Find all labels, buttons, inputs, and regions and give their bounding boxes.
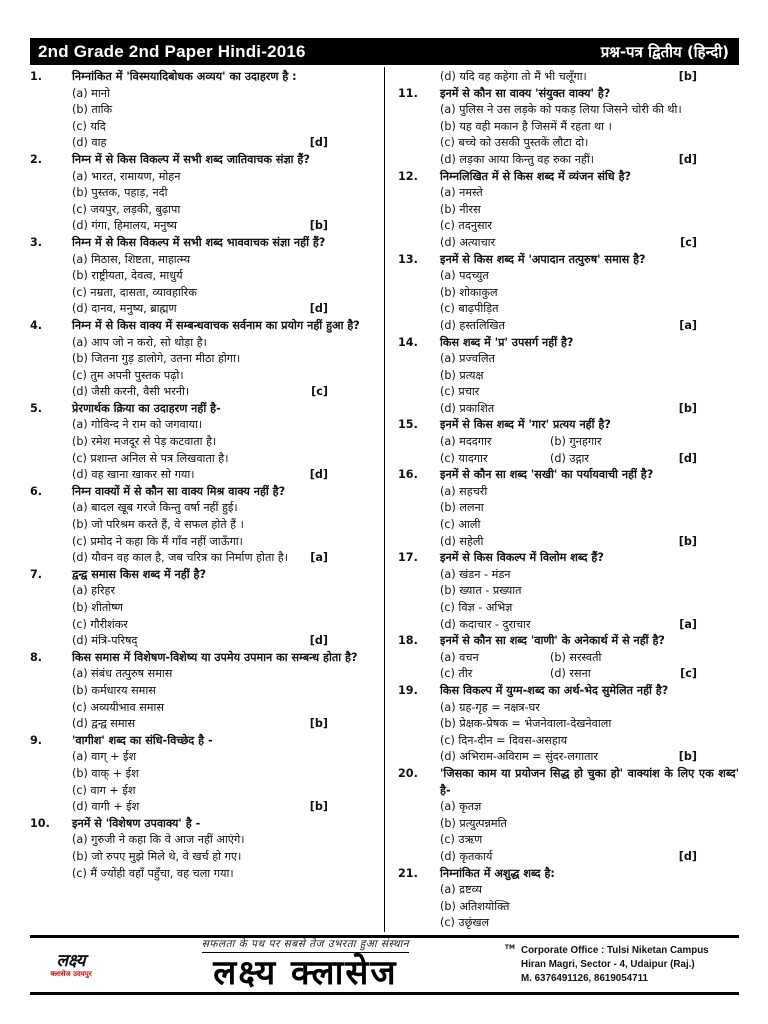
- question-17: [398, 550, 739, 633]
- option: (d) गंगा, हिमालय, मनुष्य [b]: [30, 218, 370, 235]
- option: (a) ग्रह-गृह = नक्षत्र-घर: [440, 700, 540, 714]
- question-21: [398, 866, 739, 932]
- question-number: 4.: [30, 318, 43, 332]
- question-text: निम्नांकित में 'विस्मयादिबोधक अव्यय' का उदाहरण है :: [72, 70, 297, 83]
- option: (b) यह वही मकान है जिसमें मैं रहता था ।: [440, 119, 612, 133]
- question-text: 'जिसका काम या प्रयोजन सिद्ध हो चुका हो' वाक्यांश के लिए एक शब्द' है-: [440, 766, 739, 797]
- option: (c) जयपुर, लड़की, बुढ़ापा: [72, 202, 181, 216]
- option: (a) पदच्युत: [440, 269, 489, 283]
- option: (a) मिठास, शिष्टता, माहात्म्य: [72, 252, 191, 266]
- question-1: [30, 69, 370, 152]
- question-number: 12.: [398, 169, 418, 183]
- option: (c) विज्ञ - अभिज्ञ: [440, 601, 513, 614]
- answer-key: [b]: [309, 219, 328, 233]
- option: (d) यदि वह कहेगा तो मैं भी चलूँगा। [b]: [398, 69, 739, 86]
- option: (d) द्वन्द्व समास [b]: [30, 716, 370, 733]
- question-text: 'वागीश' शब्द का संधि-विच्छेद है -: [72, 733, 213, 747]
- question-text: इनमें से किस शब्द में 'गार' प्रत्यय नहीं है?: [440, 418, 611, 432]
- answer-key: [b]: [678, 401, 697, 415]
- question-text: इनमें से किस शब्द में 'अपादान तत्पुरुष' समास है?: [440, 252, 646, 266]
- option: (c) प्रमोद ने कहा कि मैं गाँव नहीं जाऊँगा।: [72, 534, 243, 548]
- option: (b) प्रत्युत्पन्नमति: [440, 816, 507, 830]
- answer-key: [d]: [678, 451, 697, 465]
- option: (b) नीरस: [440, 202, 481, 216]
- question-2: [30, 152, 370, 235]
- paper-title: 2nd Grade 2nd Paper Hindi-2016: [38, 41, 306, 61]
- question-text: निम्न में से किस विकल्प में सभी शब्द भाववाचक संज्ञा नहीं हैं?: [72, 235, 326, 249]
- question-number: 6.: [30, 484, 43, 498]
- question-15: 15. इनमें से किस शब्द में 'गार' प्रत्यय नहीं है? (a) मददगार (b) गुनहगार (c) यादगार (d) उद्गार [d]: [398, 417, 739, 467]
- question-7: [30, 567, 370, 650]
- question-number: 19.: [398, 683, 418, 697]
- option: (b) जो परिश्रम करते हैं, वे सफल होते हैं ।: [72, 518, 244, 532]
- question-8: [30, 650, 370, 733]
- brand-block: [106, 937, 505, 993]
- institute-footer: [30, 935, 739, 995]
- option: (a) बादल खूब गरजे किन्तु वर्षा नहीं हुई।: [72, 501, 238, 515]
- question-number: 16.: [398, 468, 418, 482]
- option: (a) भारत, रामायण, मोहन: [72, 169, 181, 183]
- option: (d) हस्तलिखित [a]: [398, 318, 739, 335]
- option: (b) रमेश मजदूर से पेड़ कटवाता है।: [72, 435, 217, 449]
- option: (b) वाक् + ईश: [72, 766, 139, 780]
- question-text: इनमें से कौन सा वाक्य 'संयुक्त वाक्य' है?: [440, 86, 611, 100]
- option: (c) तदनुसार: [440, 219, 492, 233]
- question-number: 5.: [30, 401, 43, 415]
- answer-key: [c]: [311, 385, 328, 399]
- contact-info: Corporate Office : Tulsi Niketan Campus Hiran Magri, Sector - 4, Udaipur (Raj.) M. 6376491126, 8619054711: [521, 945, 709, 984]
- answer-key: [a]: [679, 617, 697, 631]
- answer-key: [d]: [309, 468, 328, 482]
- option: (a) नमस्ते: [440, 186, 483, 200]
- left-column: [30, 69, 370, 882]
- option: (a) आप जो न करो, सो थोड़ा है।: [72, 335, 207, 349]
- option: (c) यदि: [72, 119, 106, 133]
- option: (b) राष्ट्रीयता, देवत्व, माधुर्य: [72, 269, 183, 283]
- option-row: (a) मददगार (b) गुनहगार: [440, 435, 602, 449]
- question-19: [398, 683, 739, 766]
- question-number: 8.: [30, 650, 43, 664]
- option: (a) संबंध तत्पुरुष समास: [72, 667, 173, 681]
- answer-key: [d]: [309, 302, 328, 316]
- question-text: प्रेरणार्थक क्रिया का उदाहरण नहीं है-: [72, 401, 221, 415]
- question-number: 1.: [30, 70, 43, 83]
- answer-key: [b]: [309, 800, 328, 814]
- option: (d) प्रकाशित [b]: [398, 401, 739, 418]
- trademark-mark: TM: [504, 944, 515, 951]
- brand-name: लक्ष्य क्लासेज: [213, 953, 398, 993]
- question-text: इनमें से 'विशेषण उपवाक्य' है -: [72, 816, 201, 830]
- answer-key: [b]: [309, 717, 328, 731]
- option: (d) सहेली [b]: [398, 534, 739, 551]
- option: (c) नम्रता, दासता, व्यावहारिक: [72, 285, 197, 299]
- question-16: [398, 467, 739, 550]
- question-number: 9.: [30, 733, 43, 747]
- question-text: इनमें से कौन सा शब्द 'वाणी' के अनेकार्थ में से नहीं है?: [440, 634, 665, 648]
- question-number: 3.: [30, 235, 43, 249]
- question-number: 17.: [398, 551, 418, 565]
- option: (d) दानव, मनुष्य, ब्राह्मण [d]: [30, 301, 370, 318]
- question-20: [398, 766, 739, 866]
- option: (a) द्रष्टव्य: [440, 883, 482, 897]
- question-text: निम्नांकित में अशुद्ध शब्द है:: [440, 866, 555, 880]
- option: (c) मैं ज्योंही वहाँ पहुँचा, वह चला गया।: [72, 866, 234, 880]
- question-text: निम्न में से किस वाक्य में सम्बन्धवाचक सर्वनाम का प्रयोग नहीं हुआ है?: [72, 318, 360, 332]
- option: (c) प्रचार: [440, 385, 480, 399]
- option: (c) उछृंखल: [440, 916, 490, 930]
- question-10-continued: [398, 69, 739, 86]
- question-number: 10.: [30, 816, 50, 830]
- question-14: [398, 335, 739, 418]
- institute-logo: लक्ष्य क्लासेज उदयपुर: [50, 950, 92, 978]
- tagline: सफलता के पथ पर सबसे तेज उभरता हुआ संस्थान: [202, 937, 409, 953]
- question-text: निम्नलिखित में से किस शब्द में व्यंजन संधि है?: [440, 169, 632, 183]
- answer-key: [d]: [309, 136, 328, 150]
- option: (c) बाढ़पीड़ित: [440, 302, 499, 316]
- answer-key: [b]: [678, 750, 697, 764]
- question-12: [398, 169, 739, 252]
- question-number: 21.: [398, 866, 418, 880]
- column-divider: [384, 67, 385, 932]
- option: (b) अतिशयोक्ति: [440, 899, 510, 913]
- option: (d) वह खाना खाकर सो गया। [d]: [30, 467, 370, 484]
- option: (d) लड़का आया किन्तु वह रुका नहीं। [d]: [398, 152, 739, 169]
- option: (c) आली: [440, 518, 481, 532]
- question-6: [30, 484, 370, 567]
- option: (b) कर्मधारय समास: [72, 683, 156, 697]
- answer-key: [b]: [678, 534, 697, 548]
- option: (d) यौवन वह काल है, जब चरित्र का निर्माण होता है। [a]: [30, 550, 370, 567]
- option: (b) ललना: [440, 501, 484, 515]
- question-5: [30, 401, 370, 484]
- question-number: 13.: [398, 252, 418, 266]
- option: (a) मानो: [72, 86, 110, 100]
- question-9: [30, 733, 370, 816]
- answer-key: [b]: [678, 70, 697, 83]
- option: (a) पुलिस ने उस लड़के को पकड़ लिया जिसने चोरी की थी।: [440, 103, 682, 117]
- option: (c) वाग + ईश: [72, 783, 136, 797]
- question-number: 20.: [398, 766, 418, 780]
- option: (b) शीतोष्ण: [72, 601, 123, 614]
- option: (d) वागी + ईश [b]: [30, 799, 370, 816]
- question-13: [398, 252, 739, 335]
- option: (b) ख्यात - प्रख्यात: [440, 584, 522, 598]
- question-text: किस समास में विशेषण-विशेष्य या उपमेय उपमान का सम्बन्ध होता है?: [72, 650, 358, 664]
- option: (b) जो रुपए मुझे मिले थे, वे खर्च हो गए।: [72, 849, 242, 863]
- answer-key: [c]: [680, 235, 697, 249]
- option: (d) अत्याचार [c]: [398, 235, 739, 252]
- option: (c) उऋण: [440, 833, 483, 847]
- question-text: निम्न वाक्यों में से कौन सा वाक्य मिश्र वाक्य नहीं है?: [72, 484, 286, 498]
- answer-key: [c]: [680, 667, 697, 681]
- question-number: 7.: [30, 567, 43, 581]
- answer-key: [d]: [678, 152, 697, 166]
- option: (d) कदाचार - दुराचार [a]: [398, 617, 739, 634]
- question-text: किस विकल्प में युग्म-शब्द का अर्थ-भेद सुमेलित नहीं है?: [440, 683, 669, 697]
- option: (a) हरिहर: [72, 584, 116, 598]
- question-text: द्वन्द्व समास किस शब्द में नहीं है?: [72, 567, 206, 581]
- option: (c) अव्ययीभाव समास: [72, 700, 164, 714]
- option-row: (c) यादगार (d) उद्गार [d]: [398, 451, 739, 468]
- paper-subtitle: प्रश्न-पत्र द्वितीय (हिन्दी): [600, 42, 729, 61]
- question-text: निम्न में से किस विकल्प में सभी शब्द जातिवाचक संज्ञा हैं?: [72, 152, 310, 166]
- option: (c) दिन-दीन = दिवस-असहाय: [440, 733, 568, 747]
- option-row: (a) वचन (b) सरस्वती: [440, 650, 602, 664]
- option: (c) प्रशान्त अनिल से पत्र लिखवाता है।: [72, 451, 229, 465]
- question-18: 18. इनमें से कौन सा शब्द 'वाणी' के अनेकार्थ में से नहीं है? (a) वचन (b) सरस्वती (c) तीर (d) रसना [c]: [398, 633, 739, 683]
- question-3: [30, 235, 370, 318]
- option: (d) जैसी करनी, वैसी भरनी। [c]: [30, 384, 370, 401]
- question-4: [30, 318, 370, 401]
- answer-key: [d]: [678, 849, 697, 863]
- question-text: इनमें से कौन सा शब्द 'सखी' का पर्यायवाची नहीं है?: [440, 468, 654, 482]
- option: (a) गुरुजी ने कहा कि वे आज नहीं आएंगे।: [72, 833, 245, 847]
- option: (b) प्रेक्षक-प्रेषक = भेजनेवाला-देखनेवाला: [440, 717, 612, 731]
- question-number: 14.: [398, 335, 418, 349]
- option: (b) पुस्तक, पहाड़, नदी: [72, 186, 168, 200]
- option: (a) गोविन्द ने राम को जगवाया।: [72, 418, 203, 432]
- option: (a) कृतज्ञ: [440, 800, 482, 814]
- question-number: 11.: [398, 86, 418, 100]
- option-row: (c) तीर (d) रसना [c]: [398, 666, 739, 683]
- answer-key: [d]: [309, 634, 328, 648]
- option: (a) खंडन - मंडन: [440, 567, 511, 581]
- option: (a) वाग् + ईश: [72, 750, 137, 764]
- option: (b) शोकाकुल: [440, 285, 498, 299]
- option: (d) वाह [d]: [30, 135, 370, 152]
- option: (c) गौरीशंकर: [72, 617, 128, 631]
- option: (b) जितना गुड़ डालोगे, उतना मीठा होगा।: [72, 352, 241, 366]
- option: (d) मंत्रि-परिषद् [d]: [30, 633, 370, 650]
- option: (b) ताकि: [72, 103, 113, 117]
- option: (d) कृतकार्य [d]: [398, 849, 739, 866]
- question-text: किस शब्द में 'प्र' उपसर्ग नहीं है?: [440, 335, 574, 349]
- option: (a) प्रज्वलित: [440, 352, 495, 366]
- option: (d) अभिराम-अविराम = सुंदर-लगातार [b]: [398, 749, 739, 766]
- question-text: इनमें से किस विकल्प में विलोम शब्द हैं?: [440, 551, 604, 565]
- page-header: [30, 38, 739, 65]
- option: (b) प्रत्यक्ष: [440, 368, 484, 382]
- option: (c) तुम अपनी पुस्तक पढ़ो।: [72, 368, 184, 382]
- right-column: [398, 69, 739, 932]
- option: (a) सहचरी: [440, 484, 488, 498]
- answer-key: [a]: [679, 318, 697, 332]
- option: (c) बच्चे को उसकी पुस्तकें लौटा दो।: [440, 136, 589, 150]
- question-number: 2.: [30, 152, 43, 166]
- question-10: [30, 816, 370, 882]
- question-11: [398, 86, 739, 169]
- answer-key: [a]: [310, 551, 328, 565]
